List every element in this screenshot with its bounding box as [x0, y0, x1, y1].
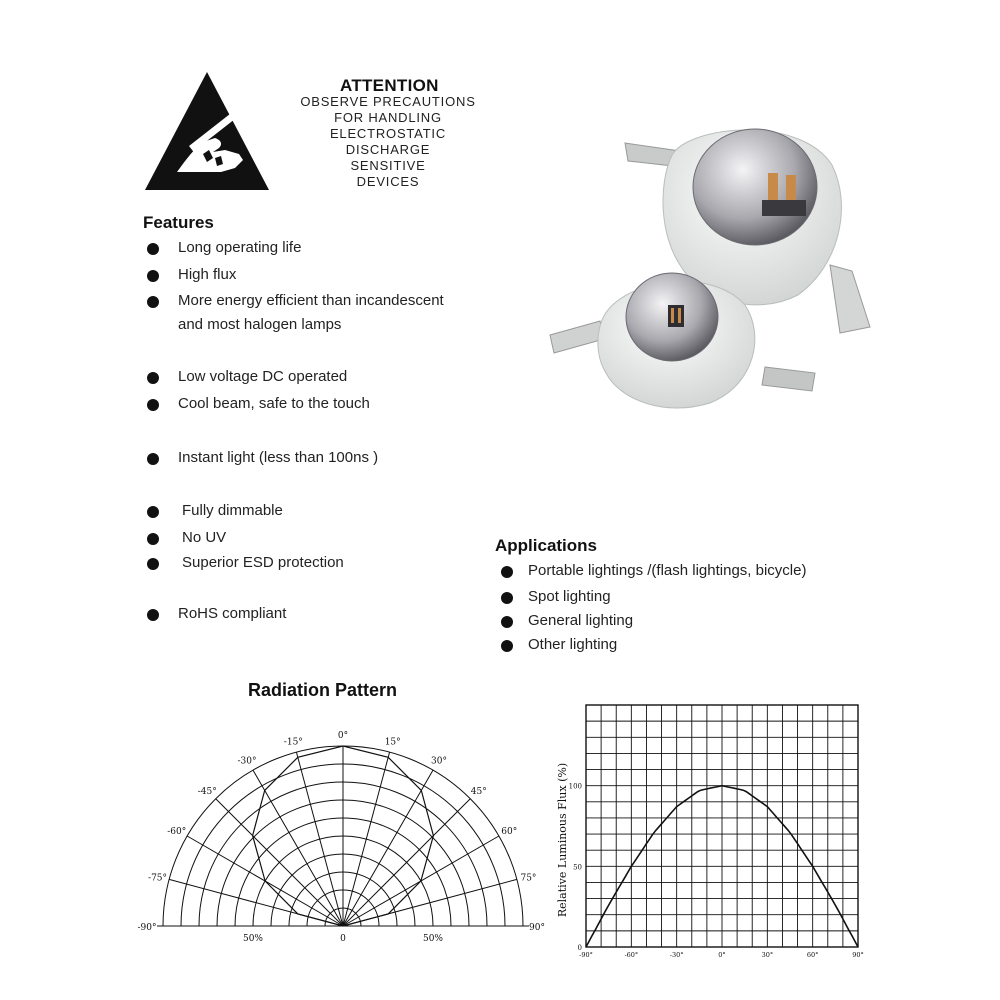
- x-tick-label: 60°: [806, 951, 819, 959]
- polar-angle-label: 90°: [529, 923, 545, 933]
- attention-line: OBSERVE PRECAUTIONS: [300, 94, 476, 109]
- radiation-polar-diagram: [137, 728, 550, 948]
- bullet-dot: [147, 296, 159, 308]
- attention-line: ELECTROSTATIC: [329, 126, 447, 141]
- bullet-dot: [147, 399, 159, 411]
- y-tick-label: 0: [577, 944, 582, 952]
- polar-spoke: [253, 770, 343, 926]
- bullet-dot: [501, 566, 513, 578]
- bullet-dot: [147, 558, 159, 570]
- polar-spoke: [343, 752, 390, 926]
- polar-angle-label: 60°: [501, 827, 518, 837]
- application-item: Spot lighting: [528, 588, 611, 605]
- bullet-dot: [501, 592, 513, 604]
- feature-item: No UV: [182, 529, 227, 546]
- polar-angle-label: 45°: [470, 787, 487, 798]
- polar-angle-label: -75°: [148, 873, 168, 884]
- attention-text: [288, 94, 488, 190]
- polar-spoke: [343, 770, 433, 926]
- bullet-dot: [147, 506, 159, 518]
- polar-angle-label: -90°: [137, 923, 157, 933]
- feature-item: Cool beam, safe to the touch: [178, 395, 370, 412]
- polar-angle-label: 75°: [520, 873, 537, 884]
- polar-angle-label: 30°: [431, 756, 447, 767]
- attention-line: DISCHARGE: [345, 142, 431, 157]
- y-axis-label: Relative Luminous Flux (%): [556, 762, 569, 918]
- bullet-dot: [501, 616, 513, 628]
- bullet-dot: [147, 453, 159, 465]
- bullet-dot: [147, 533, 159, 545]
- polar-radial-label: 50%: [242, 934, 264, 944]
- polar-spoke: [296, 752, 343, 926]
- x-tick-label: -30°: [669, 951, 684, 959]
- polar-angle-label: -45°: [197, 787, 217, 798]
- attention-title: ATTENTION: [340, 76, 439, 95]
- feature-item: Low voltage DC operated: [178, 368, 348, 385]
- radiation-title: Radiation Pattern: [248, 680, 398, 700]
- feature-item: Superior ESD protection: [182, 554, 344, 571]
- luminous-flux-chart: [548, 700, 878, 965]
- polar-radial-label: 50%: [422, 934, 444, 944]
- bullet-dot: [501, 640, 513, 652]
- applications-title: Applications: [495, 536, 598, 555]
- bullet-dot: [147, 270, 159, 282]
- x-tick-label: -90°: [579, 951, 593, 959]
- features-title: Features: [143, 213, 214, 232]
- y-tick-label: 50: [573, 863, 582, 872]
- x-tick-label: -60°: [624, 951, 639, 959]
- feature-item: More energy efficient than incandescent: [178, 292, 444, 309]
- application-item: Portable lightings /(flash lightings, bicycle): [528, 562, 807, 579]
- polar-spoke: [216, 799, 343, 926]
- polar-radial-label: 0: [340, 934, 346, 944]
- feature-item: Long operating life: [178, 239, 302, 256]
- polar-angle-label: -60°: [167, 827, 187, 837]
- polar-angle-label: -30°: [237, 756, 257, 767]
- attention-line: FOR HANDLING: [334, 110, 442, 125]
- attention-line: SENSITIVE: [350, 158, 426, 173]
- x-tick-label: 90°: [852, 951, 864, 959]
- led-product-image: [540, 95, 890, 415]
- feature-item: RoHS compliant: [178, 605, 287, 622]
- polar-angle-label: 0°: [337, 731, 349, 741]
- application-item: Other lighting: [528, 636, 618, 653]
- bullet-dot: [147, 609, 159, 621]
- esd-warning-icon: [143, 70, 271, 192]
- x-tick-label: 0°: [718, 951, 726, 959]
- bullet-dot: [147, 243, 159, 255]
- application-item: General lighting: [528, 612, 634, 629]
- x-tick-label: 30°: [761, 951, 774, 959]
- y-tick-label: 100: [568, 782, 582, 791]
- bullet-dot: [147, 372, 159, 384]
- polar-angle-label: 15°: [384, 737, 401, 748]
- attention-line: DEVICES: [356, 174, 420, 189]
- polar-spoke: [343, 799, 470, 926]
- feature-item: Instant light (less than 100ns ): [178, 449, 379, 466]
- feature-item: High flux: [178, 266, 237, 283]
- feature-item: and most halogen lamps: [178, 316, 342, 333]
- polar-angle-label: -15°: [283, 737, 303, 748]
- feature-item: Fully dimmable: [182, 502, 283, 519]
